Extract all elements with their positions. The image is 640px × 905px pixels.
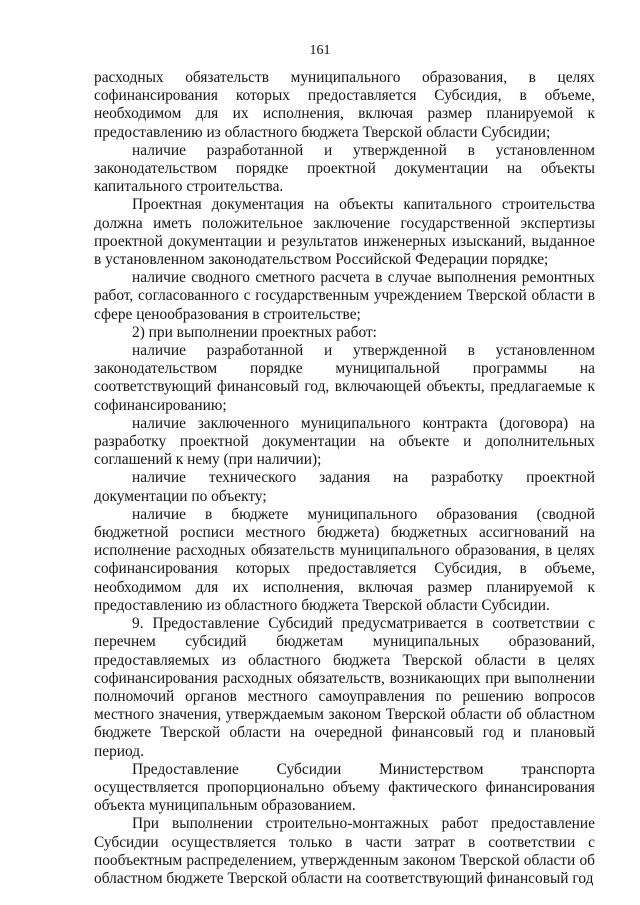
paragraph: Предоставление Субсидии Министерством транспорта осуществляется пропорционально объему фактического финансирования объекта муниципальным образованием. — [94, 760, 595, 815]
paragraph: 2) при выполнении проектных работ: — [132, 323, 377, 341]
page-number: 161 — [309, 43, 331, 58]
paragraph: наличие в бюджете муниципального образования (сводной бюджетной росписи местного бюджета) бюджетных ассигнований на исполнение расходных обязательств муниципального образования, в целях софинансирования которых предоставляется Субсидия, в объеме, необходимом для их исполнения, включая размер планируемой к предоставлению из областного бюджета Тверской области Субсидии. — [94, 505, 595, 614]
paragraph: наличие заключенного муниципального контракта (договора) на разработку проектной документации на объекте и дополнительных соглашений к нему (при наличии); — [94, 414, 595, 469]
paragraph: Проектная документация на объекты капитального строительства должна иметь положительное заключение государственной экспертизы проектной документации и результатов инженерных изысканий, выданное в установленном законодательством Российской Федерации порядке; — [94, 196, 595, 269]
document-body — [94, 69, 595, 888]
paragraph: наличие разработанной и утвержденной в установленном законодательством порядке муниципальной программы на соответствующий финансовый год, включающей объекты, предлагаемые к софинансированию; — [94, 342, 595, 414]
paragraph: наличие разработанной и утвержденной в установленном законодательством порядке проектной документации на объекты капитального строительства. — [94, 141, 595, 196]
paragraph: наличие технического задания на разработку проектной документации по объекту; — [94, 469, 595, 505]
paragraph: 9. Предоставление Субсидий предусматривается в соответствии с перечнем субсидий бюджетам муниципальных образований, предоставляемых из областного бюджета Тверской области в целях софинансирования расходных обязательств, возникающих при выполнении полномочий органов местного самоуправления по решению вопросов местного значения, утверждаемым законом Тверской области об областном бюджете Тверской области на очередной финансовый год и плановый период. — [94, 615, 595, 760]
paragraph: расходных обязательств муниципального образования, в целях софинансирования которых предоставляется Субсидия, в объеме, необходимом для их исполнения, включая размер планируемой к предоставлению из областного бюджета Тверской области Субсидии; — [94, 69, 595, 141]
paragraph: наличие сводного сметного расчета в случае выполнения ремонтных работ, согласованного с государственным учреждением Тверской области в сфере ценообразования в строительстве; — [94, 269, 595, 323]
paragraph: При выполнении строительно-монтажных работ предоставление Субсидии осуществляется только в части затрат в соответствии с пообъектным распределением, утвержденным законом Тверской области об областном бюджете Тверской области на соответствующий финансовый год — [94, 815, 595, 887]
